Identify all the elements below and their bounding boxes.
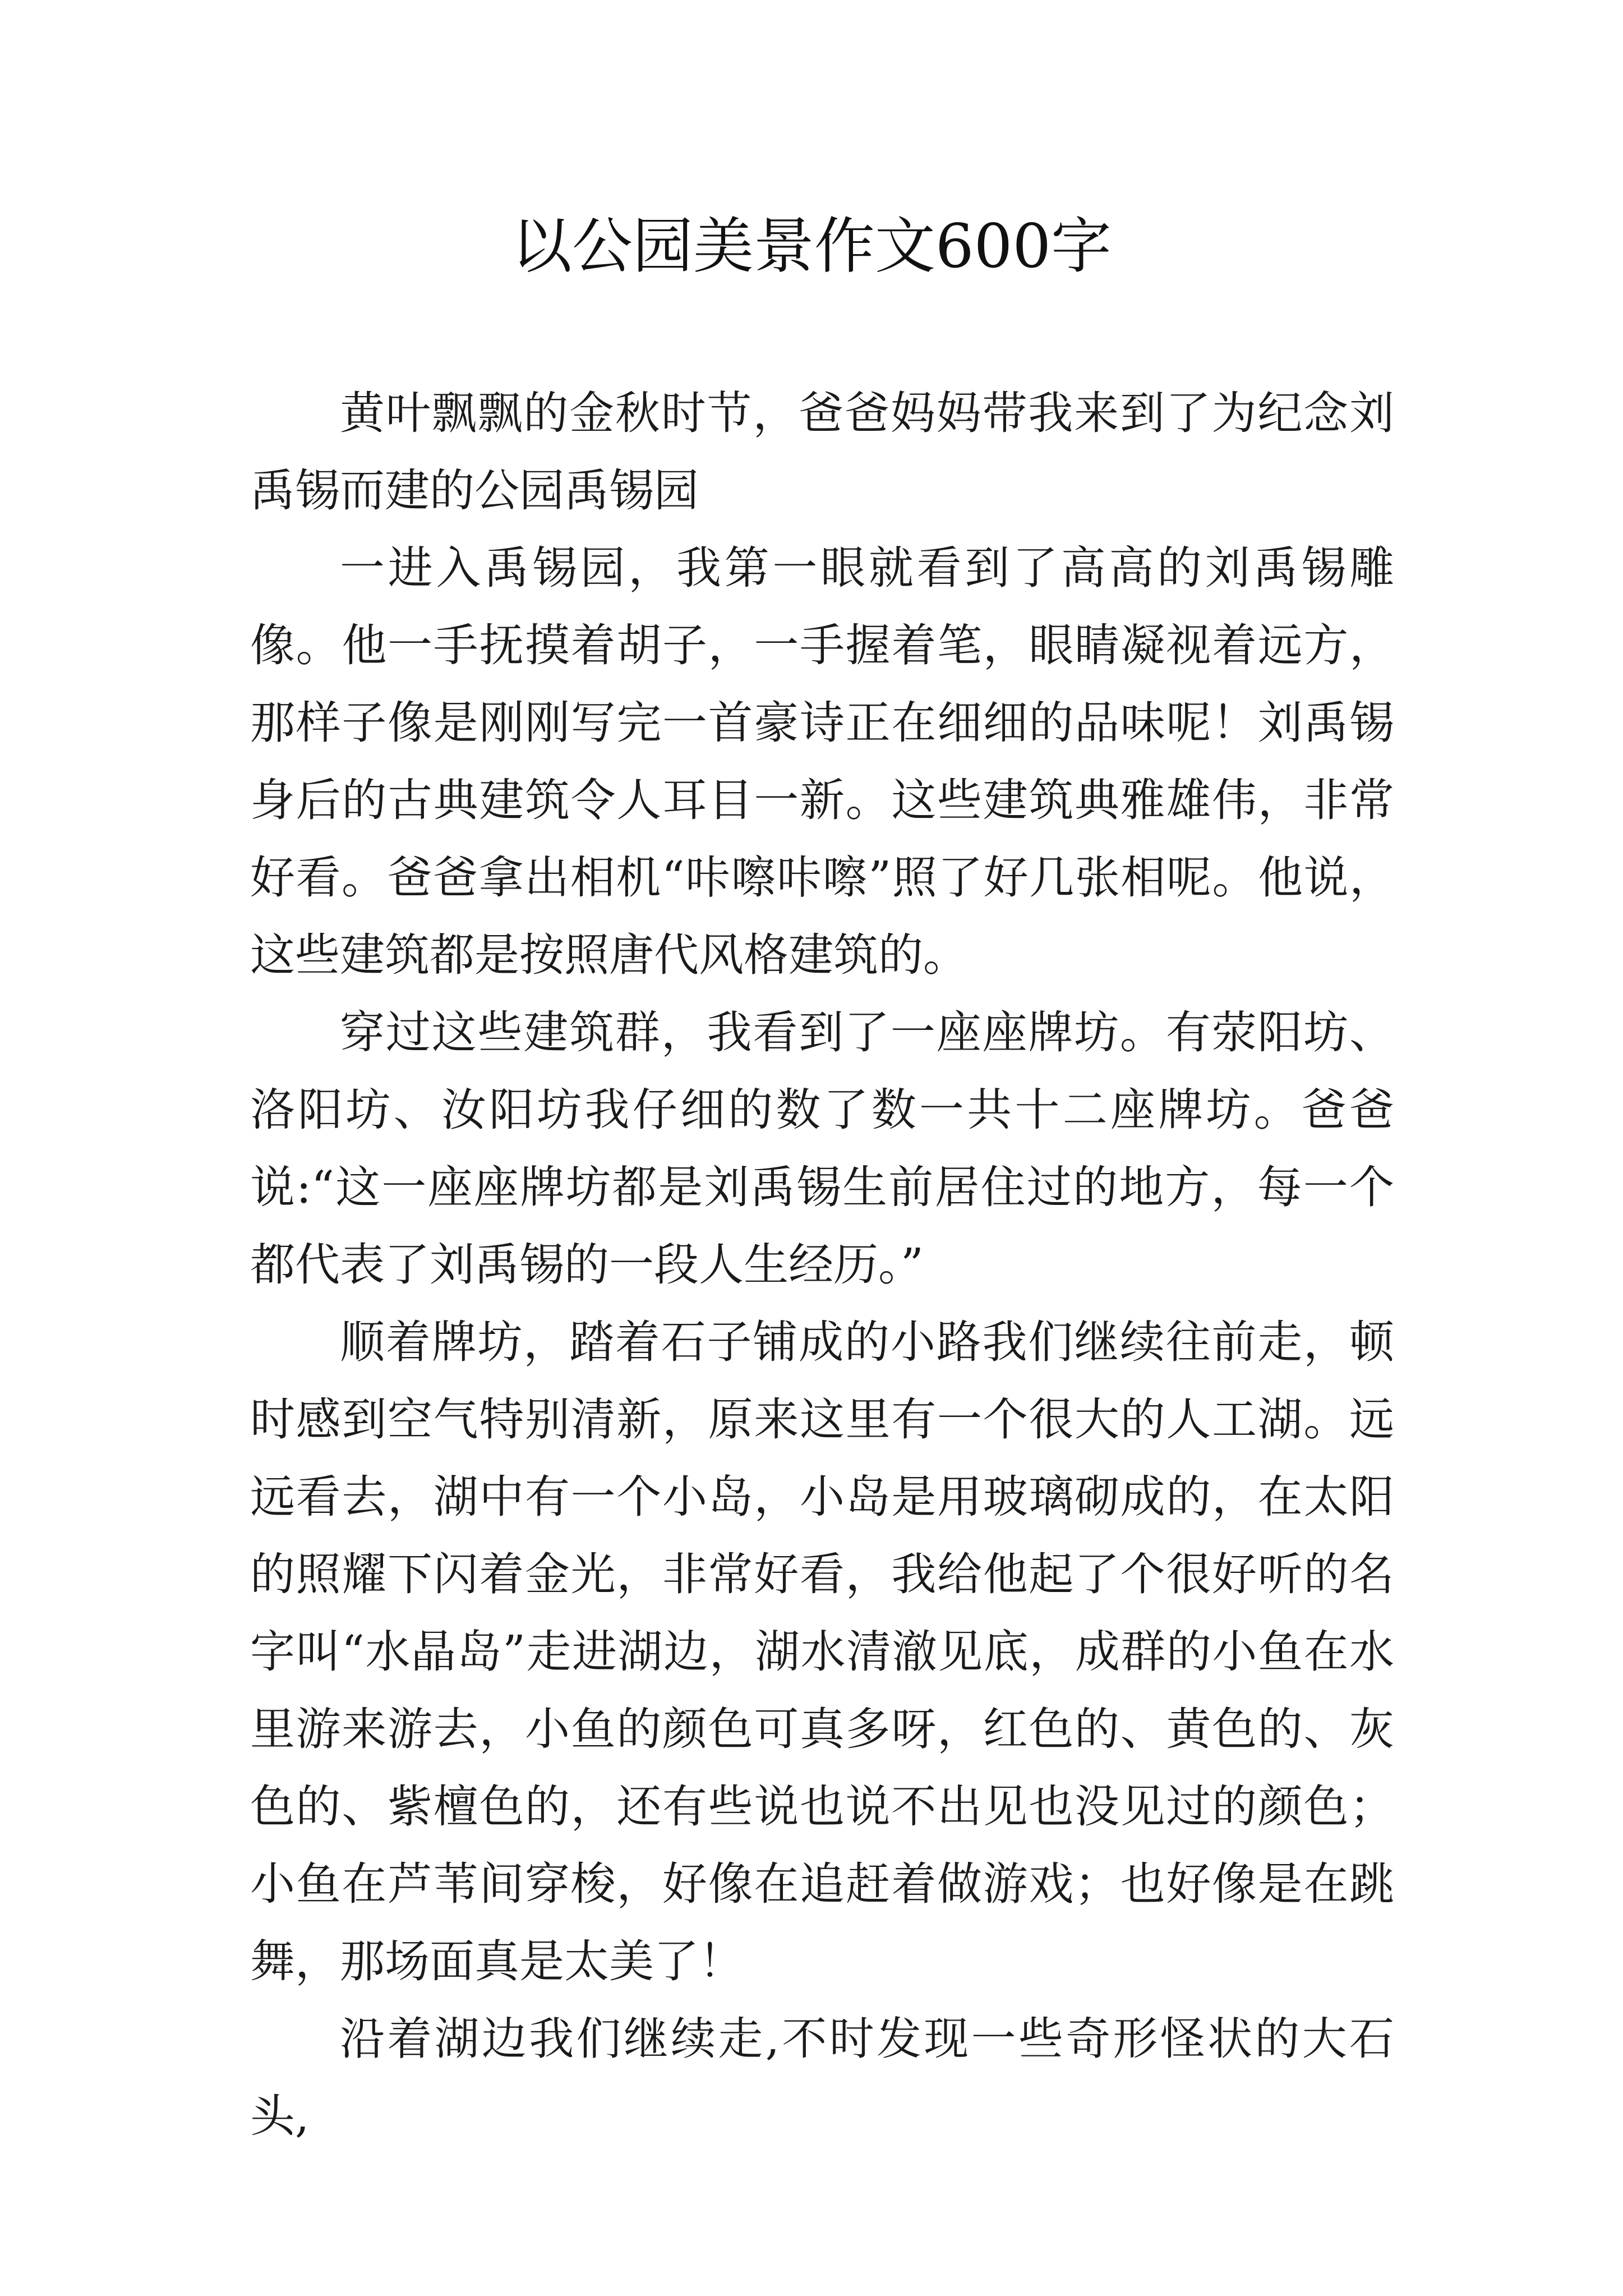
document-body	[250, 375, 1394, 2155]
paragraph: 沿着湖边我们继续走,不时发现一些奇形怪状的大石头,	[250, 2013, 1394, 2142]
paragraph: 黄叶飘飘的金秋时节，爸爸妈妈带我来到了为纪念刘禹锡而建的公园禹锡园	[250, 387, 1394, 517]
document-title: 以公园美景作文600字	[511, 211, 1112, 282]
paragraph: 一进入禹锡园，我第一眼就看到了高高的刘禹锡雕像。他一手抚摸着胡子，一手握着笔，眼睛凝视着远方，那样子像是刚刚写完一首豪诗正在细细的品味呢！刘禹锡身后的古典建筑令人耳目一新。这些建筑典雅雄伟，非常好看。爸爸拿出相机“咔嚓咔嚓”照了好几张相呢。他说，这些建筑都是按照唐代风格建筑的。	[250, 542, 1394, 981]
paragraph: 顺着牌坊，踏着石子铺成的小路我们继续往前走，顿时感到空气特别清新，原来这里有一个很大的人工湖。远远看去，湖中有一个小岛，小岛是用玻璃砌成的，在太阳的照耀下闪着金光，非常好看，我给他起了个很好听的名字叫“水晶岛”走进湖边，湖水清澈见底，成群的小鱼在水里游来游去，小鱼的颜色可真多呀，红色的、黄色的、灰色的、紫檀色的，还有些说也说不出见也没见过的颜色；小鱼在芦苇间穿梭，好像在追赶着做游戏；也好像是在跳舞，那场面真是太美了！	[250, 1316, 1394, 1987]
paragraph: 穿过这些建筑群，我看到了一座座牌坊。有荥阳坊、洛阳坊、汝阳坊我仔细的数了数一共十二座牌坊。爸爸说:“这一座座牌坊都是刘禹锡生前居住过的地方，每一个都代表了刘禹锡的一段人生经历。”	[250, 1006, 1394, 1291]
